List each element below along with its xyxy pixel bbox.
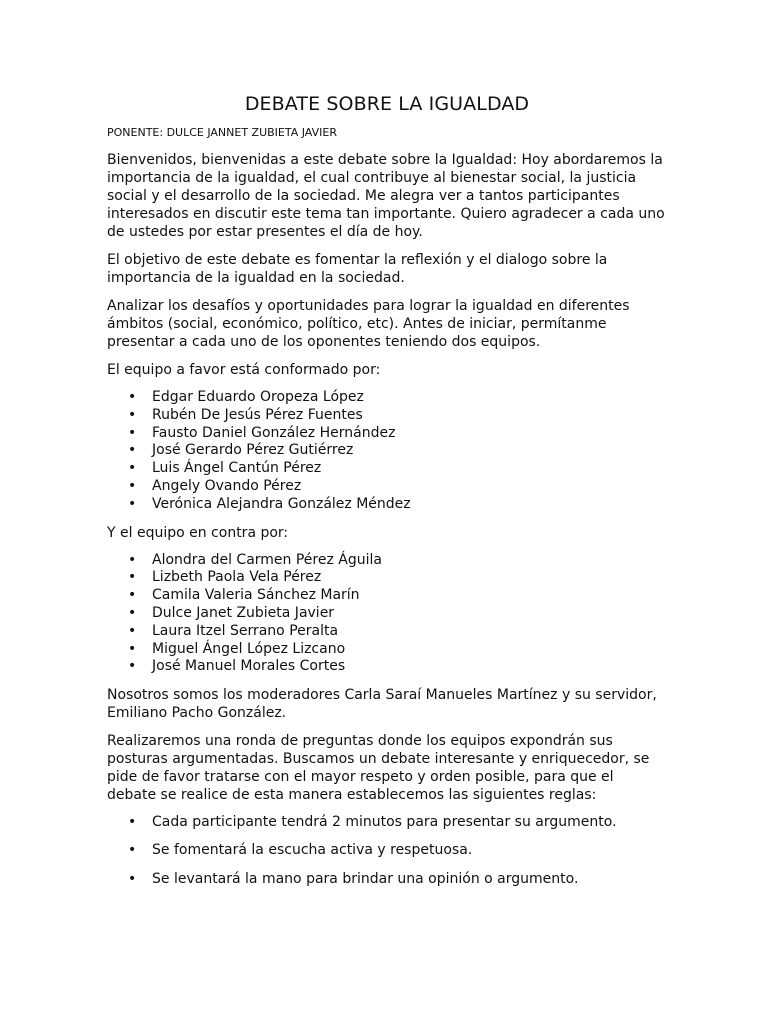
rule-item: • Cada participante tendrá 2 minutos para presentar su argumento. [107, 814, 667, 832]
analysis-paragraph: Analizar los desafíos y oportunidades para lograr la igualdad en diferentes ámbitos (social, económico, político, etc). Antes de iniciar, permítanme presentar a cada uno de los oponentes teniendo dos equipos. [107, 298, 630, 350]
list-item: • Verónica Alejandra González Méndez [107, 496, 667, 514]
team-for-heading: El equipo a favor está conformado por: [107, 362, 381, 378]
document-title: DEBATE SOBRE LA IGUALDAD [244, 93, 530, 115]
list-item: • Fausto Daniel González Hernández [107, 425, 667, 443]
rule-item: • Se levantará la mano para brindar una opinión o argumento. [107, 871, 667, 889]
list-item: • Dulce Janet Zubieta Javier [107, 605, 667, 623]
list-item: • José Gerardo Pérez Gutiérrez [107, 442, 667, 460]
team-against-heading: Y el equipo en contra por: [107, 524, 289, 541]
team-against-list [107, 552, 667, 677]
team-for-list [107, 389, 667, 514]
list-item: • Lizbeth Paola Vela Pérez [107, 569, 667, 587]
list-item: • Miguel Ángel López Lizcano [107, 641, 667, 659]
rule-item: • Se fomentará la escucha activa y respetuosa. [107, 842, 667, 860]
speaker-line: PONENTE: DULCE JANNET ZUBIETA JAVIER [107, 126, 337, 139]
list-item: • Edgar Eduardo Oropeza López [107, 389, 667, 407]
list-item: • Laura Itzel Serrano Peralta [107, 623, 667, 641]
intro-paragraph: Bienvenidos, bienvenidas a este debate sobre la Igualdad: Hoy abordaremos la importancia de la igualdad, el cual contribuye al bienestar social, la justicia social y el desarrollo de la sociedad. Me alegra ver a tantos participantes interesados en discutir este tema tan importante. Quiero agradecer a cada uno de ustedes por estar presentes el día de hoy. [107, 152, 665, 240]
document-page [107, 92, 667, 899]
list-item: • Angely Ovando Pérez [107, 478, 667, 496]
moderators-paragraph: Nosotros somos los moderadores Carla Saraí Manueles Martínez y su servidor, Emiliano Pacho González. [107, 687, 657, 722]
list-item: • Rubén De Jesús Pérez Fuentes [107, 407, 667, 425]
list-item: • José Manuel Morales Cortes [107, 658, 667, 676]
list-item: • Luis Ángel Cantún Pérez [107, 460, 667, 478]
list-item: • Alondra del Carmen Pérez Águila [107, 552, 667, 570]
rules-list [107, 814, 667, 888]
list-item: • Camila Valeria Sánchez Marín [107, 587, 667, 605]
format-paragraph: Realizaremos una ronda de preguntas donde los equipos expondrán sus posturas argumentadas. Buscamos un debate interesante y enriquecedor, se pide de favor tratarse con el mayor respeto y orden posible, para que el debate se realice de esta manera establecemos las siguientes reglas: [107, 733, 650, 804]
objective-paragraph: El objetivo de este debate es fomentar la reflexión y el dialogo sobre la importancia de la igualdad en la sociedad. [107, 252, 608, 286]
